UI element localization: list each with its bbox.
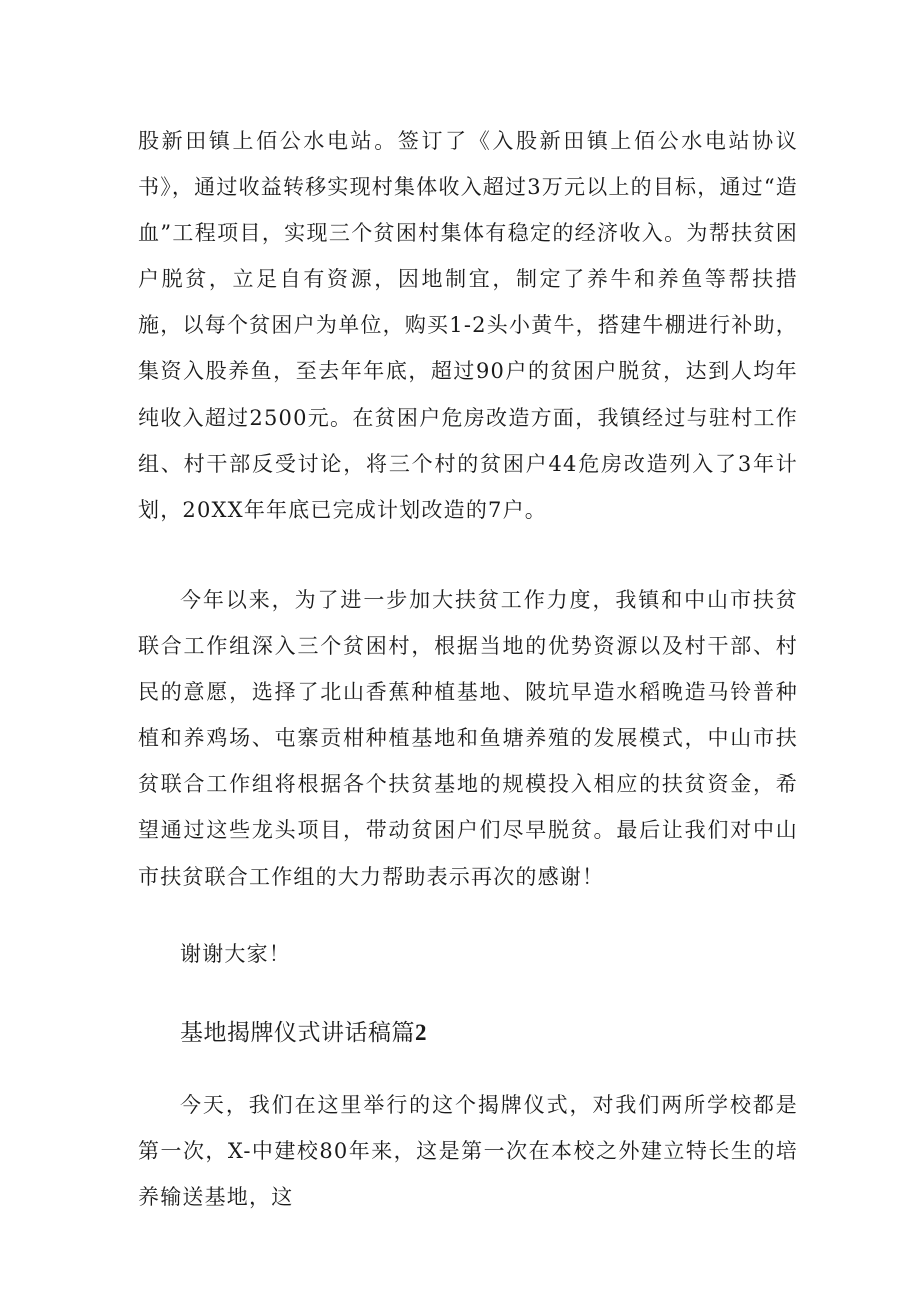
section-heading-number: 2 xyxy=(415,1020,427,1045)
closing-thanks: 谢谢大家！ xyxy=(180,942,291,966)
body-paragraph: 今年以来，为了进一步加大扶贫工作力度，我镇和中山市扶贫联合工作组深入三个贫困村，根据当地的优势资源以及村干部、村民的意愿，选择了北山香蕉种植基地、陂坑早造水稻晚造马铃普种植和养鸡场、屯寨贡柑种植基地和鱼塘养殖的发展模式，中山市扶贫联合工作组将根据各个扶贫基地的规模投入相应的扶贫资金，希望通过这些龙头项目，带动贫困户们尽早脱贫。最后让我们对中山市扶贫联合工作组的大力帮助表示再次的感谢！ xyxy=(138,588,798,889)
section-heading-text: 基地揭牌仪式讲话稿篇 xyxy=(180,1020,415,1045)
body-paragraph: 今天，我们在这里举行的这个揭牌仪式，对我们两所学校都是第一次，X-中建校80年来，这是第一次在本校之外建立特长生的培养输送基地，这 xyxy=(138,1093,798,1210)
body-paragraph: 股新田镇上佰公水电站。签订了《入股新田镇上佰公水电站协议书》，通过收益转移实现村集体收入超过3万元以上的目标，通过“造血”工程项目，实现三个贫困村集体有稳定的经济收入。为帮扶贫困户脱贫，立足自有资源，因地制宜，制定了养牛和养鱼等帮扶措施，以每个贫困户为单位，购买1-2头小黄牛，搭建牛棚进行补助，集资入股养鱼，至去年年底，超过90户的贫困户脱贫，达到人均年纯收入超过2500元。在贫困户危房改造方面，我镇经过与驻村工作组、村干部反受讨论，将三个村的贫困户44危房改造列入了3年计划，20XX年年底已完成计划改造的7户。 xyxy=(138,129,798,522)
section-heading xyxy=(180,1013,427,1053)
